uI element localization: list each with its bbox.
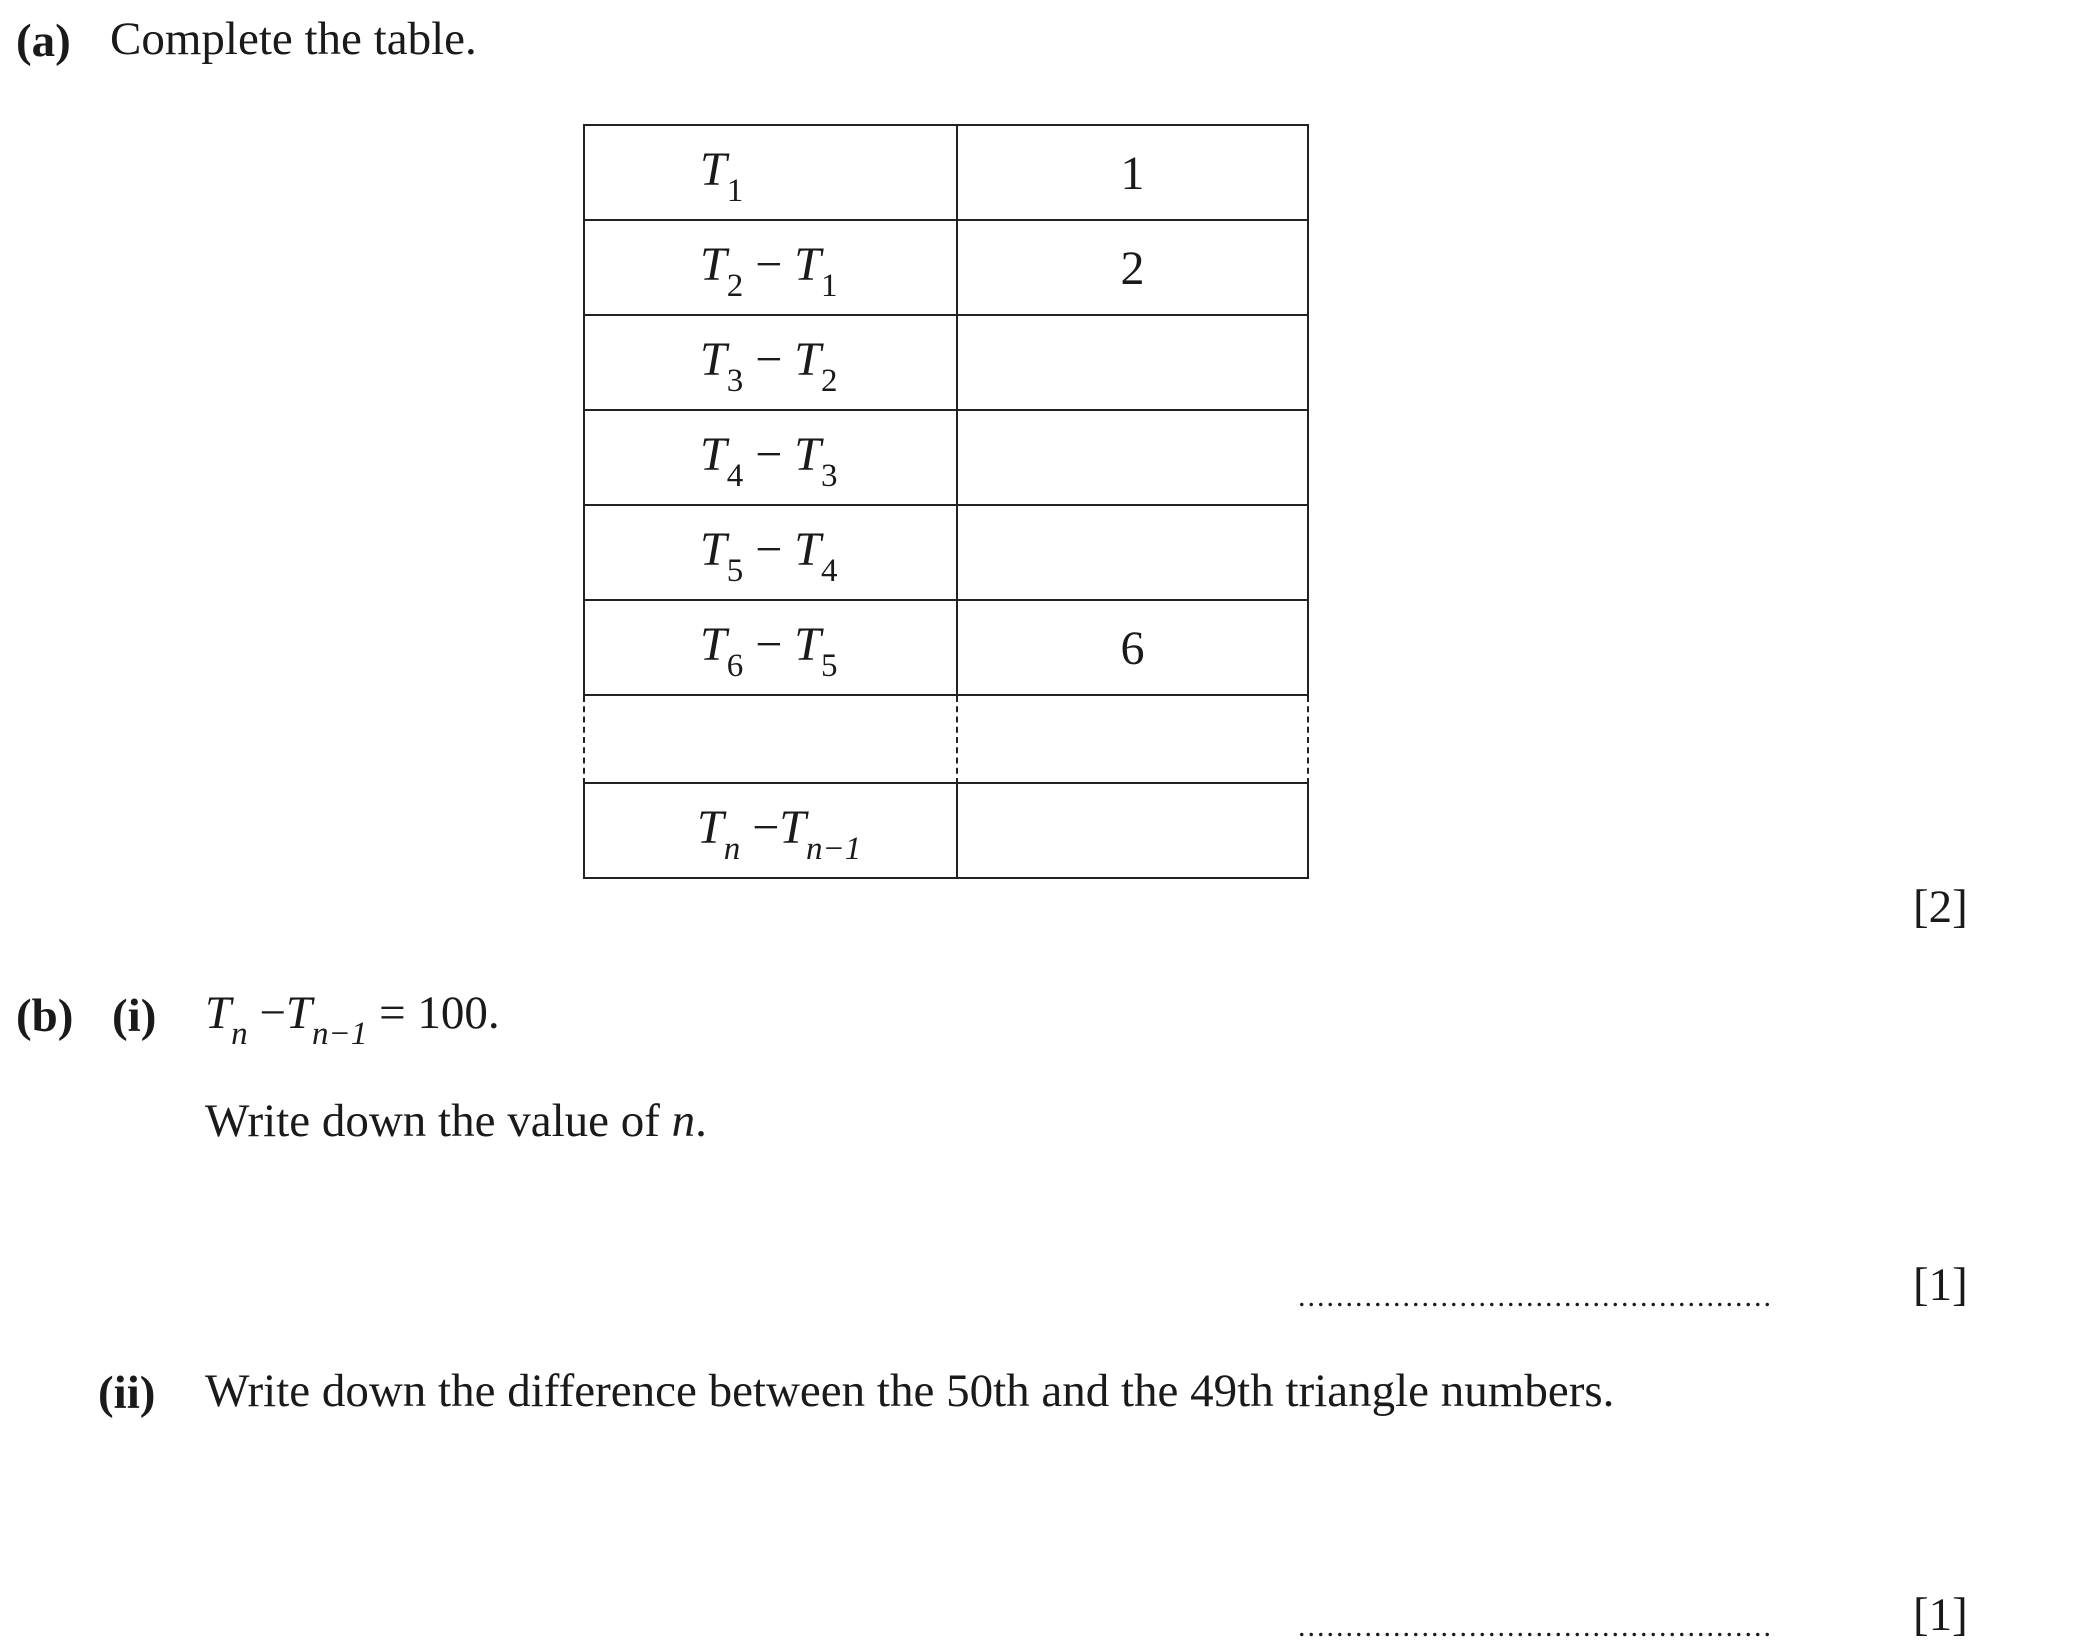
part-b-label: (b) <box>16 990 74 1042</box>
part-b-i-label: (i) <box>112 990 157 1042</box>
part-b-ii-label: (ii) <box>98 1367 156 1419</box>
part-b-ii-instruction: Write down the difference between the 50th and the 49th triangle numbers. <box>205 1365 1615 1417</box>
table-gap-left <box>583 696 958 784</box>
table-row-n-expression: $T_n -T_{n-1}$ <box>697 801 862 867</box>
part-b-i-answer-line[interactable]: .................................................. <box>1298 1280 1773 1313</box>
table-row-1-value: 1 <box>1120 147 1145 200</box>
table-row-3-expression: $T_3 - T_2$ <box>700 333 838 399</box>
table-row-5-expression-cell <box>583 504 958 601</box>
table-row-6-value: 6 <box>1120 622 1145 675</box>
part-b-ii-answer-line[interactable]: .................................................. <box>1298 1610 1773 1643</box>
difference-table <box>583 124 1309 881</box>
part-b-i-instruction: Write down the value of n. <box>205 1095 707 1147</box>
table-row-4-expression-cell <box>583 409 958 506</box>
table-row-n-answer-cell[interactable] <box>956 782 1309 879</box>
part-a-marks: [2] <box>1913 881 1968 933</box>
table-row-4-expression: $T_4 - T_3$ <box>700 428 838 494</box>
table-row-5-expression: $T_5 - T_4$ <box>700 523 838 589</box>
table-row-1-expression: $T_1$ <box>700 143 744 209</box>
table-row-2-expression-cell <box>583 219 958 316</box>
table-row-3-answer-cell[interactable] <box>956 314 1309 411</box>
table-row-1-value-cell <box>956 124 1309 221</box>
part-b-i-marks: [1] <box>1913 1259 1968 1311</box>
table-row-6-expression-cell <box>583 599 958 696</box>
table-row-5-answer-cell[interactable] <box>956 504 1309 601</box>
table-row-6-expression: $T_6 - T_5$ <box>700 618 838 684</box>
part-a-label: (a) <box>16 15 71 67</box>
part-a-instruction: Complete the table. <box>110 13 477 65</box>
table-row-2-value-cell <box>956 219 1309 316</box>
table-row-2-expression: $T_2 - T_1$ <box>700 238 838 304</box>
part-b-ii-marks: [1] <box>1913 1589 1968 1641</box>
table-row-1-expression-cell <box>583 124 958 221</box>
table-row-6-value-cell <box>956 599 1309 696</box>
table-row-3-expression-cell <box>583 314 958 411</box>
table-row-2-value: 2 <box>1120 242 1145 295</box>
table-gap-right <box>956 696 1309 784</box>
table-row-4-answer-cell[interactable] <box>956 409 1309 506</box>
part-b-i-equation: $T_n -T_{n-1} = 100$. <box>205 987 500 1052</box>
table-row-n-expression-cell <box>583 782 958 879</box>
